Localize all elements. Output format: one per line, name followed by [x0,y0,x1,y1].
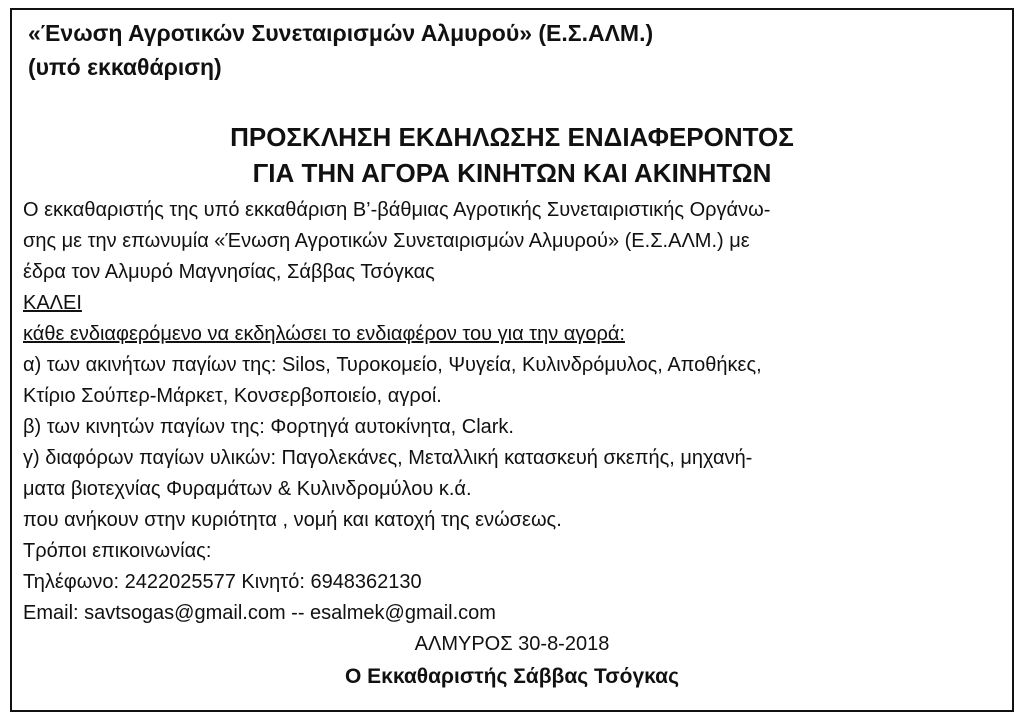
item-a-line-2: Κτίριο Σούπερ-Μάρκετ, Κονσερβοποιείο, αγροί. [23,385,442,407]
intro-line-2: σης με την επωνυμία «Ένωση Αγροτικών Συνεταιρισμών Αλμυρού» (Ε.Σ.ΑΛΜ.) με [23,230,750,252]
place-date: ΑΛΜΥΡΟΣ 30-8-2018 [414,633,610,655]
announcement-title-line2: ΓΙΑ ΤΗΝ ΑΓΟΡΑ ΚΙΝΗΤΩΝ ΚΑΙ ΑΚΙΝΗΤΩΝ [252,158,772,188]
item-c-line-1: γ) διαφόρων παγίων υλικών: Παγολεκάνες, Μεταλλική κατασκευή σκεπής, μηχανή- [23,447,753,469]
contact-emails: Email: savtsogas@gmail.com -- esalmek@gmail.com [23,602,496,624]
announcement-frame [10,8,1014,712]
announcement-title-line1: ΠΡΟΣΚΛΗΣΗ ΕΚΔΗΛΩΣΗΣ ΕΝΔΙΑΦΕΡΟΝΤΟΣ [230,122,794,152]
organization-name: «Ένωση Αγροτικών Συνεταιρισμών Αλμυρού» (Ε.Σ.ΑΛΜ.) [28,20,654,46]
signature: Ο Εκκαθαριστής Σάββας Τσόγκας [344,665,679,688]
item-b-line-1: β) των κινητών παγίων της: Φορτηγά αυτοκίνητα, Clark. [23,416,514,438]
intro-line-3: έδρα τον Αλμυρό Μαγνησίας, Σάββας Τσόγκας [23,261,435,283]
contact-phones: Τηλέφωνο: 2422025577 Κινητό: 6948362130 [23,571,422,593]
organization-status: (υπό εκκαθάριση) [28,54,222,80]
intro-line-1: Ο εκκαθαριστής της υπό εκκαθάριση Β’-βάθμιας Αγροτικής Συνεταιριστικής Οργάνω- [23,199,771,221]
item-a-line-1: α) των ακινήτων παγίων της: Silos, Τυροκομείο, Ψυγεία, Κυλινδρόμυλος, Αποθήκες, [23,354,762,376]
contact-heading: Τρόποι επικοινωνίας: [23,540,212,562]
call-keyword: ΚΑΛΕΙ [23,292,82,314]
invitation-text: κάθε ενδιαφερόμενο να εκδηλώσει το ενδιαφέρον του για την αγορά: [23,323,625,345]
item-c-line-2: ματα βιοτεχνίας Φυραμάτων & Κυλινδρομύλου κ.ά. [23,478,472,500]
ownership-text: που ανήκουν στην κυριότητα , νομή και κατοχή της ενώσεως. [23,509,562,531]
